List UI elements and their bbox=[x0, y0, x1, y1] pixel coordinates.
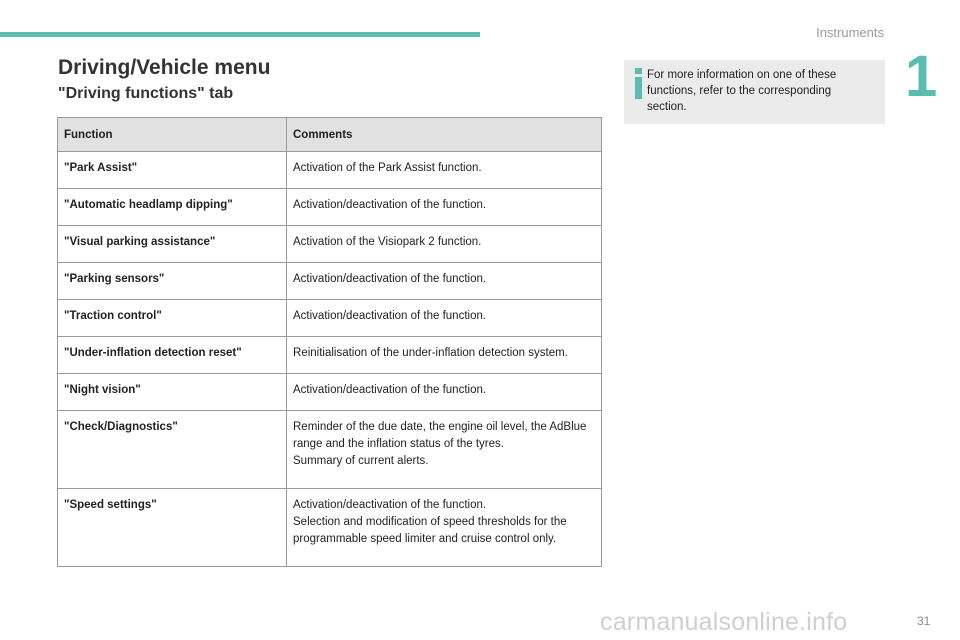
info-icon bbox=[632, 66, 646, 100]
function-cell: "Visual parking assistance" bbox=[58, 226, 287, 263]
comments-cell bbox=[287, 226, 602, 263]
table-row bbox=[58, 152, 602, 189]
function-cell: "Under-inflation detection reset" bbox=[58, 337, 287, 374]
comments-cell bbox=[287, 374, 602, 411]
comment-text: Summary of current alerts. bbox=[293, 455, 429, 467]
comments-cell bbox=[287, 337, 602, 374]
table-row bbox=[58, 226, 602, 263]
page-number: 31 bbox=[917, 614, 931, 628]
comment-text: Activation of the Visiopark 2 function. bbox=[293, 236, 482, 248]
comment-text: Activation/deactivation of the function. bbox=[293, 499, 487, 511]
table-row bbox=[58, 263, 602, 300]
comments-cell bbox=[287, 411, 602, 489]
table-row bbox=[58, 189, 602, 226]
functions-table bbox=[57, 117, 602, 567]
column-header-function: Function bbox=[58, 118, 287, 152]
function-cell: "Traction control" bbox=[58, 300, 287, 337]
function-cell: "Night vision" bbox=[58, 374, 287, 411]
comments-cell bbox=[287, 152, 602, 189]
info-note-box bbox=[624, 60, 885, 124]
comment-text: Activation/deactivation of the function. bbox=[293, 273, 487, 285]
chapter-number: 1 bbox=[905, 44, 938, 109]
comments-cell bbox=[287, 300, 602, 337]
function-cell: "Speed settings" bbox=[58, 489, 287, 567]
function-cell: "Parking sensors" bbox=[58, 263, 287, 300]
page-title: Driving/Vehicle menu bbox=[58, 56, 271, 79]
comments-cell bbox=[287, 489, 602, 567]
section-title: Instruments bbox=[816, 25, 884, 40]
info-note-text: For more information on one of these functions, refer to the corresponding section. bbox=[647, 69, 837, 113]
comment-text: Reinitialisation of the under-inflation detection system. bbox=[293, 347, 568, 359]
watermark: carmanualsonline.info bbox=[600, 608, 848, 636]
table-header-row bbox=[58, 118, 602, 152]
table-row bbox=[58, 337, 602, 374]
table-row bbox=[58, 489, 602, 567]
table-row bbox=[58, 374, 602, 411]
comment-text: Selection and modification of speed thresholds for the programmable speed limiter and cruise control only. bbox=[293, 516, 567, 545]
comments-cell bbox=[287, 263, 602, 300]
function-cell: "Automatic headlamp dipping" bbox=[58, 189, 287, 226]
function-cell: "Check/Diagnostics" bbox=[58, 411, 287, 489]
comment-text: Activation/deactivation of the function. bbox=[293, 199, 487, 211]
tab-subtitle: "Driving functions" tab bbox=[58, 85, 234, 102]
column-header-comments: Comments bbox=[287, 118, 602, 152]
comment-text: Reminder of the due date, the engine oil level, the AdBlue range and the inflation status of the tyres. bbox=[293, 421, 587, 450]
table-row bbox=[58, 300, 602, 337]
function-cell: "Park Assist" bbox=[58, 152, 287, 189]
comment-text: Activation/deactivation of the function. bbox=[293, 310, 487, 322]
comment-text: Activation of the Park Assist function. bbox=[293, 162, 482, 174]
comment-text: Activation/deactivation of the function. bbox=[293, 384, 487, 396]
header-accent-bar bbox=[0, 32, 480, 37]
table-row bbox=[58, 411, 602, 489]
comments-cell bbox=[287, 189, 602, 226]
